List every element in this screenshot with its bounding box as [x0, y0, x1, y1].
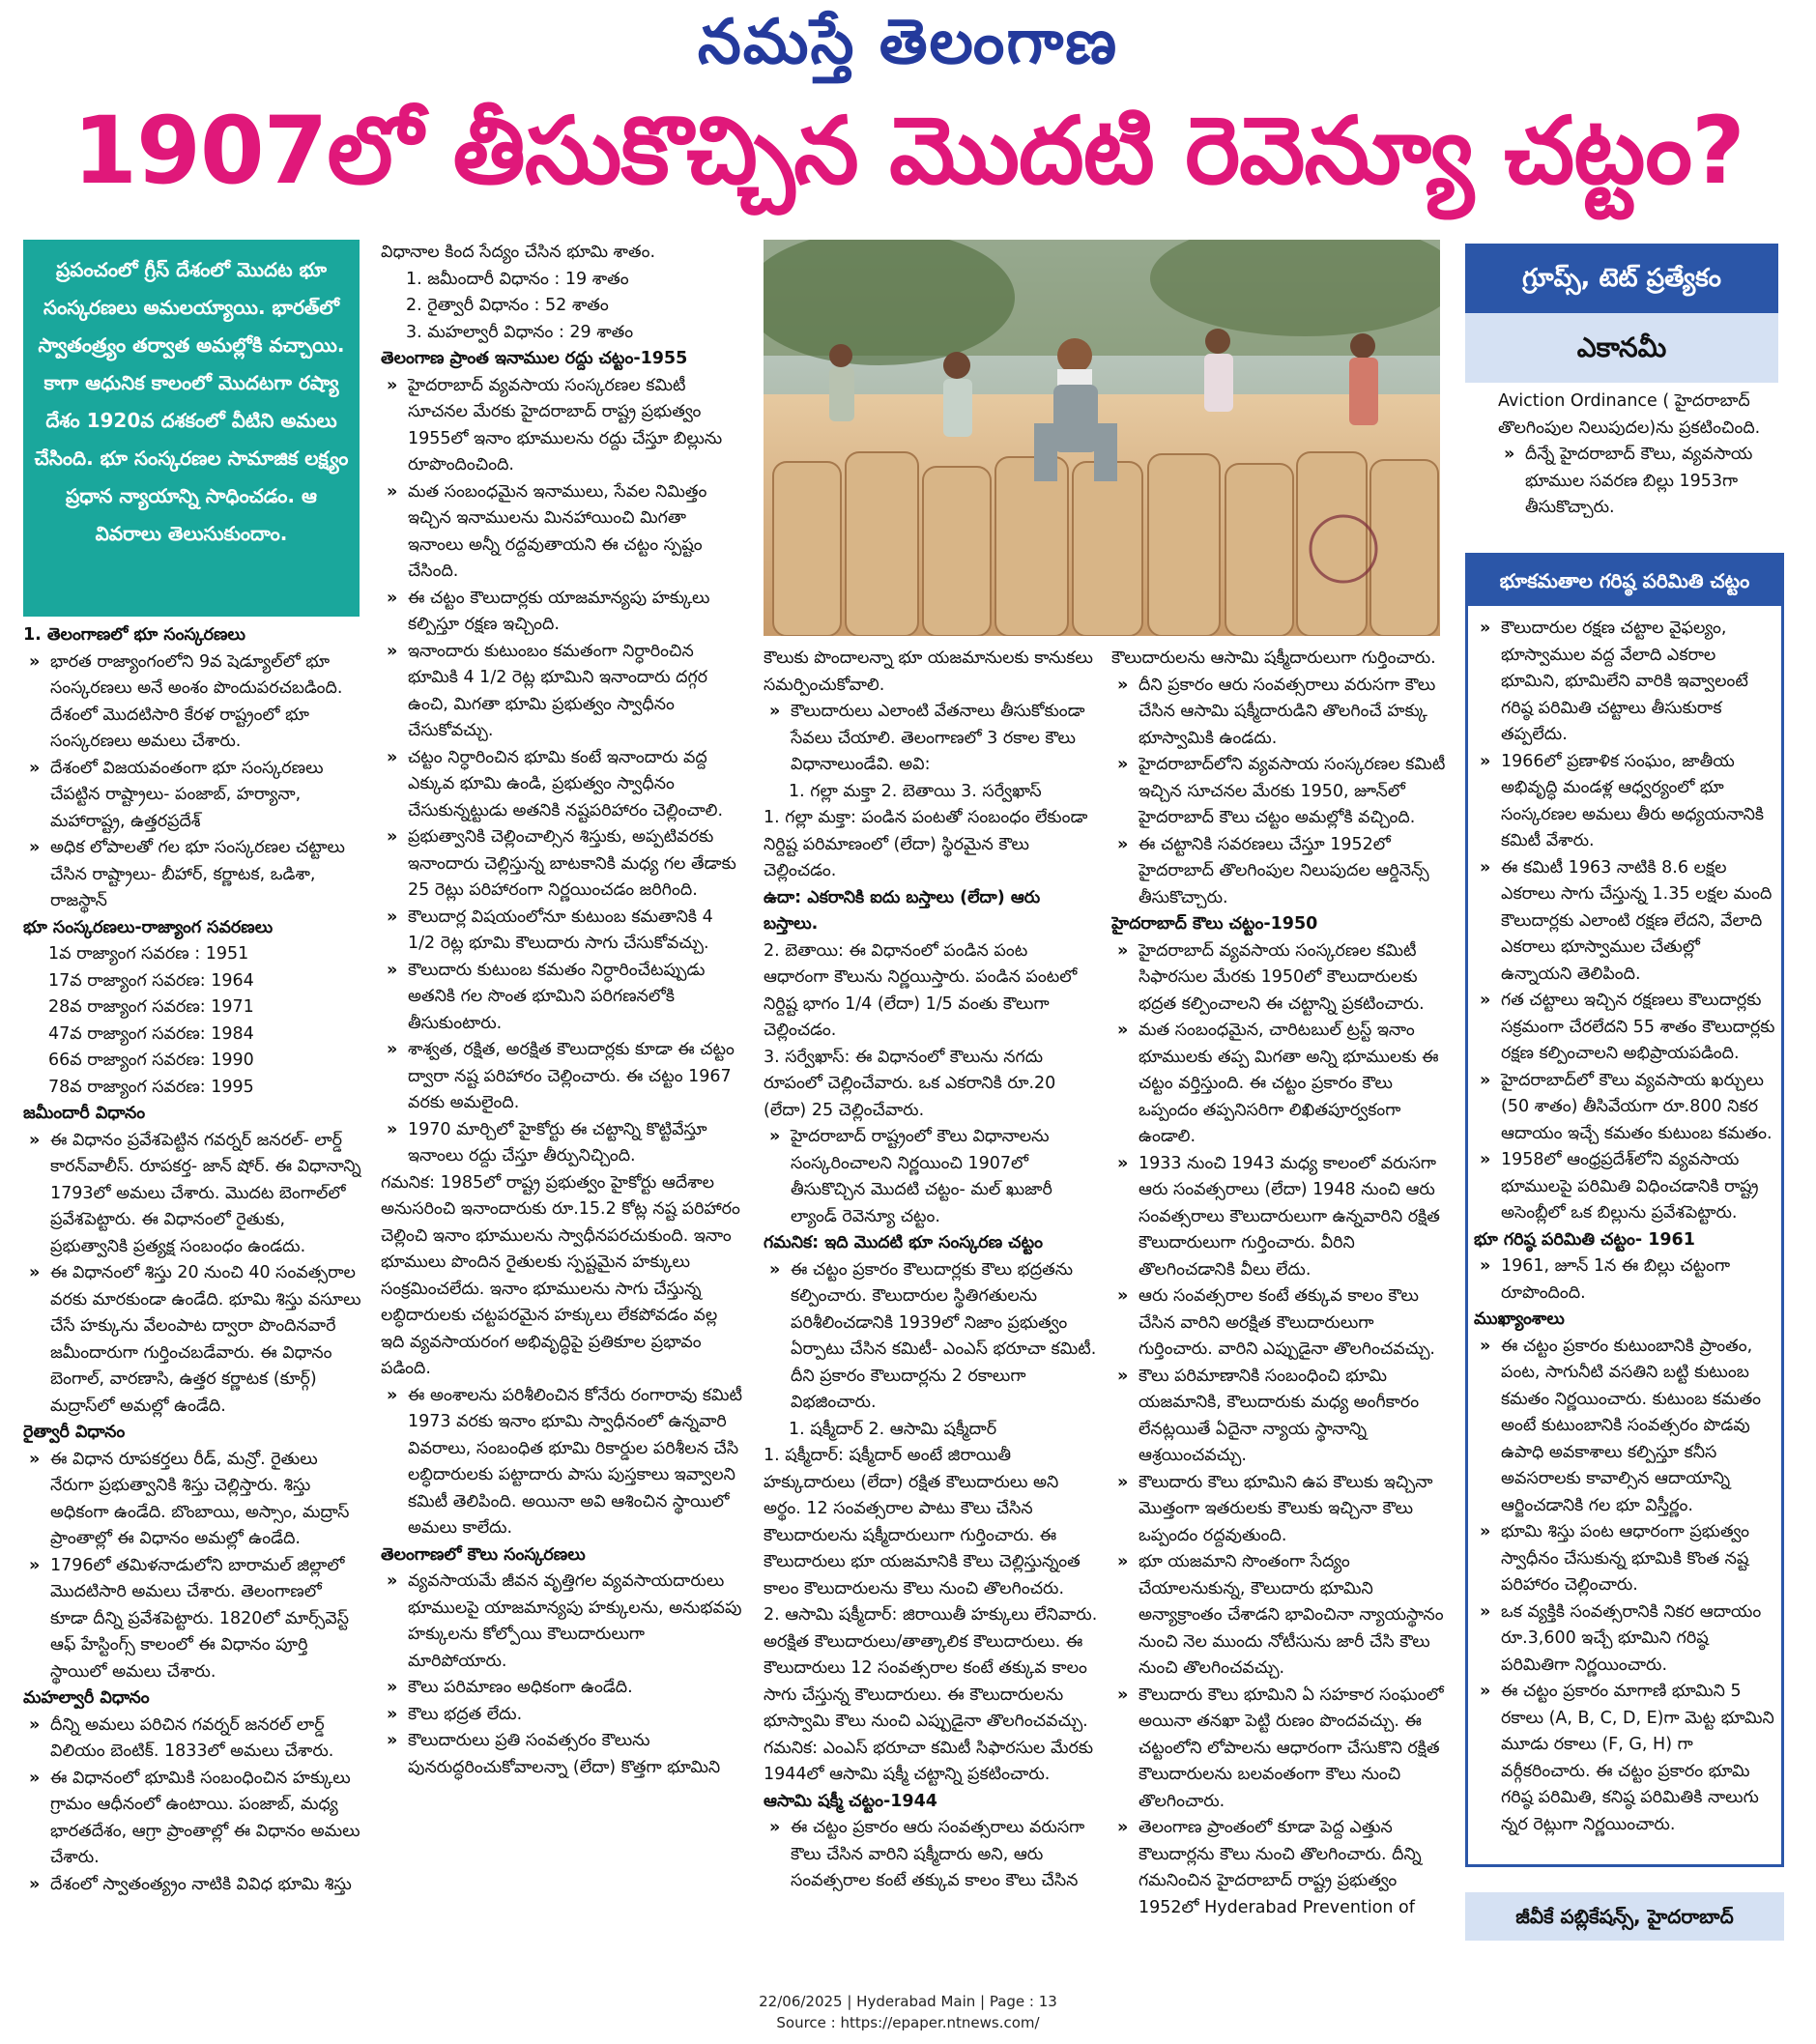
section-heading: రైత్వారీ విధానం	[23, 1423, 126, 1442]
bullet-paragraph: » శాశ్వత, రక్షిత, అరక్షిత కౌలుదార్లకు కూడా ఈ చట్టం ద్వారా నష్ట పరిహారం చెల్లించారు. ఈ చట్టం 1967 వరకు అమలైంది.	[381, 1037, 744, 1117]
list-item: 1. గల్లా మక్తా 2. బెతాయి 3. సర్వేఖాస్	[789, 781, 1042, 801]
sidebar-top-text	[1498, 389, 1784, 543]
bullet-paragraph: » గత చట్టాలు ఇచ్చిన రక్షణలు కౌలుదార్లకు సక్రమంగా చేరలేదని 55 శాతం కౌలుదార్లకు రక్షణ కల్పించాలని అభిప్రాయపడింది.	[1474, 988, 1775, 1068]
paragraph: 2. ఆసామి షక్మీదార్: జిరాయితీ హక్కులు లేనివారు. అరక్షిత కౌలుదారులు/తాత్కాలిక కౌలుదారులు. ఈ కౌలుదారులు 12 సంవత్సరాల కంటే తక్కువ కాలం సాగు చేస్తున్న కౌలుదారులు. ఈ కౌలుదారులను భూస్వామి కౌలు నుంచి ఎప్పుడైనా తొలగించవచ్చు.	[764, 1605, 1098, 1731]
bullet-paragraph: » కౌలుదారు కుటుంబ కమతం నిర్ధారించేటప్పుడు అతనికి గల సొంత భూమిని పరిగణనలోకి తీసుకుంటారు.	[381, 958, 744, 1038]
bullet-paragraph: » 1958లో ఆంధ్రప్రదేశ్‌లోని వ్యవసాయ భూములపై పరిమితి విధించడానికి రాష్ట్ర అసెంబ్లీలో ఒక బిల్లును ప్రవేశపెట్టారు.	[1474, 1147, 1775, 1227]
bullet-paragraph: » దీన్నే హైదరాబాద్ కౌలు, వ్యవసాయ భూముల సవరణ బిల్లు 1953గా తీసుకొచ్చారు.	[1498, 442, 1784, 522]
subject-tag: ఎకానమీ	[1465, 313, 1778, 383]
section-heading: తెలంగాణ ప్రాంత ఇనాముల రద్దు చట్టం-1955	[381, 349, 688, 368]
photo-farmers-sacks	[764, 240, 1440, 636]
bullet-paragraph: » తెలంగాణ ప్రాంతంలో కూడా పెద్ద ఎత్తున కౌలుదార్లను కౌలు నుంచి తొలగించారు. దీన్ని గమనించిన హైదరాబాద్ రాష్ట్ర ప్రభుత్వం 1952లో Hyderabad Prevention of	[1111, 1815, 1448, 1921]
paragraph: కౌలుదారులను ఆసామి షక్మీదారులుగా గుర్తించారు.	[1111, 648, 1436, 668]
footer-source-link[interactable]: Source : https://epaper.ntnews.com/	[776, 2014, 1040, 2031]
paragraph: కౌలుకు పొందాలన్నా భూ యజమానులకు కానుకలు సమర్పించుకోవాలి.	[764, 648, 1093, 695]
bullet-paragraph: » భూ యజమాని సొంతంగా సేద్యం చేయాలనుకున్న, కౌలుదారు భూమిని అన్యాక్రాంతం చేశాడని భావించినా న్యాయస్థానం నుంచి నెల ముందు నోటీసును జారీ చేసి కౌలు నుంచి తొలగించవచ్చు.	[1111, 1549, 1448, 1683]
amendment-item: 78వ రాజ్యాంగ సవరణ: 1995	[48, 1077, 254, 1097]
bullet-paragraph: » అధిక లోపాలతో గల భూ సంస్కరణల చట్టాలు చేసిన రాష్ట్రాలు- బీహార్, కర్ణాటక, ఒడిశా, రాజస్థాన్	[23, 835, 361, 915]
bullet-paragraph: » ఈ చట్టం ప్రకారం మాగాణి భూమిని 5 రకాలు (A, B, C, D, E)గా మెట్ట భూమిని మూడు రకాలు (F, G, H) గా వర్గీకరించారు. ఈ చట్టం ప్రకారం భూమి గరిష్ఠ పరిమితి, కనిష్ఠ పరిమితికి నాలుగు న్నర రెట్లుగా నిర్ణయించారు.	[1474, 1679, 1775, 1838]
bullet-paragraph: » కౌలుదారులు ఎలాంటి వేతనాలు తీసుకోకుండా సేవలు చేయాలి. తెలంగాణలో 3 రకాల కౌలు విధానాలుండేవి. అవి:	[764, 699, 1098, 779]
bullet-paragraph: » ఈ చట్టం ప్రకారం ఆరు సంవత్సరాలు వరుసగా కౌలు చేసిన వారిని షక్మీదారు అని, ఆరు సంవత్సరాల కంటే తక్కువ కాలం కౌలు చేసిన	[764, 1815, 1098, 1895]
bullet-paragraph: » ఈ అంశాలను పరిశీలించిన కోనేరు రంగారావు కమిటీ 1973 వరకు ఇనాం భూమి స్వాధీనంలో ఉన్నవారి వివరాలు, సంబంధిత భూమి రికార్డుల పరిశీలన చేసి లబ్ధిదారులకు పట్టాదారు పాసు పుస్తకాలు ఇవ్వాలని కమిటీ తెలిపింది. అయినా అవి ఆశించిన స్థాయిలో అమలు కాలేదు.	[381, 1383, 744, 1542]
bullet-paragraph: » ఈ చట్టానికి సవరణలు చేస్తూ 1952లో హైదరాబాద్ తొలగింపుల నిలుపుదల ఆర్డినెన్స్ తీసుకొచ్చారు.	[1111, 832, 1448, 912]
paragraph: 1. గల్లా మక్తా: పండిన పంటతో సంబంధం లేకుండా నిర్దిష్ట పరిమాణంలో (లేదా) స్థిరమైన కౌలు చెల్లించడం.	[764, 808, 1088, 880]
paragraph: 2. బెతాయి: ఈ విధానంలో పండిన పంట ఆధారంగా కౌలును నిర్ణయిస్తారు. పండిన పంటలో నిర్దిష్ట భాగం 1/4 (లేదా) 1/5 వంతు కౌలుగా చెల్లించడం.	[764, 940, 1078, 1040]
bullet-paragraph: » భారత రాజ్యాంగంలోని 9వ షెడ్యూల్‌లో భూ సంస్కరణలు అనే అంశం పొందుపరచబడింది. దేశంలో మొదటిసారి కేరళ రాష్ట్రంలో భూ సంస్కరణలు అమలు చేశారు.	[23, 649, 361, 756]
bullet-paragraph: » ఈ చట్టం కౌలుదార్లకు యాజమాన్యపు హక్కులు కల్పిస్తూ రక్షణ ఇచ్చింది.	[381, 586, 744, 639]
amendment-item: 47వ రాజ్యాంగ సవరణ: 1984	[48, 1023, 254, 1044]
list-item: 1. షక్మీదార్ 2. ఆసామి షక్మీదార్	[789, 1419, 997, 1439]
bullet-paragraph: » కౌలుదారులు ప్రతి సంవత్సరం కౌలును పునరుద్ధరించుకోవాలన్నా (లేదా) కొత్తగా భూమిని	[381, 1728, 744, 1781]
list-item: 2. రైత్వారీ విధానం : 52 శాతం	[406, 296, 609, 315]
bullet-paragraph: » హైదరాబాద్ రాష్ట్రంలో కౌలు విధానాలను సంస్కరించాలని నిర్ణయించి 1907లో తీసుకొచ్చిన మొదటి చట్టం- మల్ ఖుజారీ ల్యాండ్ రెవెన్యూ చట్టం.	[764, 1124, 1098, 1230]
paragraph: విధానాల కింద సేద్యం చేసిన భూమి శాతం.	[381, 243, 656, 262]
column-3	[764, 646, 1098, 1946]
column-1	[23, 622, 361, 1946]
note-line: గమనిక: ఇది మొదటి భూ సంస్కరణ చట్టం	[764, 1233, 1043, 1252]
bullet-paragraph: » దేశంలో విజయవంతంగా భూ సంస్కరణలు చేపట్టిన రాష్ట్రాలు- పంజాబ్, హర్యానా, మహారాష్ట్ర, ఉత్తరప్రదేశ్	[23, 756, 361, 836]
list-item: 1. జమీందారీ విధానం : 19 శాతం	[406, 269, 629, 289]
section-heading: తెలంగాణలో కౌలు సంస్కరణలు	[381, 1544, 586, 1565]
section-heading: ముఖ్యాంశాలు	[1474, 1310, 1565, 1329]
bullet-paragraph: » కౌలుదారు కౌలు భూమిని ఏ సహకార సంఘంలో అయినా తనఖా పెట్టి రుణం పొందవచ్చు. ఈ చట్టంలోని లోపాలను ఆధారంగా చేసుకొని రక్షిత కౌలుదారులను బలవంతంగా కౌలు నుంచి తొలగించారు.	[1111, 1683, 1448, 1816]
column-4	[1111, 646, 1448, 1946]
bullet-paragraph: » కౌలు భద్రత లేదు.	[381, 1702, 744, 1729]
section-heading: జమీందారీ విధానం	[23, 1104, 146, 1123]
headline: 1907లో తీసుకొచ్చిన మొదటి రెవెన్యూ చట్టం?	[72, 97, 1744, 205]
series-tag: గ్రూప్స్, టెట్ ప్రత్యేకం	[1465, 244, 1778, 313]
page-footer	[0, 1991, 1816, 2033]
photo-illustration	[764, 240, 1440, 636]
note-paragraph: గమనిక: ఎంఎస్ భరూచా కమిటీ సిఫారసుల మేరకు 1944లో ఆసామి షక్మీ చట్టాన్ని ప్రకటించారు.	[764, 1738, 1094, 1784]
bullet-paragraph: » దీన్ని అమలు పరిచిన గవర్నర్ జనరల్ లార్డ్ విలియం బెంటిక్. 1833లో అమలు చేశారు.	[23, 1713, 361, 1766]
bullet-paragraph: » 1796లో తమిళనాడులోని బారామల్ జిల్లాలో మొదటిసారి అమలు చేశారు. తెలంగాణలో కూడా దీన్ని ప్రవేశపెట్టారు. 1820లో మార్స్‌వెస్ట్ ఆఫ్ హేస్టింగ్స్ కాలంలో ఈ విధానం పూర్తి స్థాయిలో అమలు చేశారు.	[23, 1553, 361, 1686]
bullet-paragraph: » ఈ చట్టం ప్రకారం కుటుంబానికి ప్రాంతం, పంట, సాగునీటి వసతిని బట్టి కుటుంబ కమతం నిర్ణయించారు. కుటుంబ కమతం అంటే కుటుంబానికి సంవత్సరం పొడవు ఉపాధి అవకాశాలు కల్పిస్తూ కనీస అవసరాలకు కావాల్సిన ఆదాయాన్ని ఆర్జించడానికి గల భూ విస్తీర్ణం.	[1474, 1334, 1775, 1520]
bullet-paragraph: » కౌలుదార్ల విషయంలోనూ కుటుంబ కమతానికి 4 1/2 రెట్ల భూమి కౌలుదారు సాగు చేసుకోవచ్చు.	[381, 905, 744, 958]
amendment-item: 17వ రాజ్యాంగ సవరణ: 1964	[48, 970, 254, 991]
section-heading: భూ గరిష్ఠ పరిమితి చట్టం- 1961	[1474, 1229, 1695, 1250]
paragraph: Aviction Ordinance ( హైదరాబాద్ తొలగింపుల నిలుపుదల)ను ప్రకటించింది.	[1498, 391, 1761, 438]
bullet-paragraph: » ఈ విధాన రూపకర్తలు రీడ్, మన్రో. రైతులు నేరుగా ప్రభుత్వానికి శిస్తు చెల్లిస్తారు. శిస్తు అధికంగా ఉండేది. బొంబాయి, అస్సాం, మద్రాస్ ప్రాంతాల్లో ఈ విధానం అమల్లో ఉండేది.	[23, 1447, 361, 1553]
paragraph: 3. సర్వేఖాస్: ఈ విధానంలో కౌలును నగదు రూపంలో చెల్లించేవారు. ఒక ఎకరానికి రూ.20 (లేదా) 25 చెల్లించేవారు.	[764, 1047, 1056, 1120]
box-title: భూకమతాల గరిష్ఠ పరిమితి చట్టం	[1468, 556, 1781, 606]
bullet-paragraph: » కౌలుదారు కౌలు భూమిని ఉప కౌలుకు ఇచ్చినా మొత్తంగా ఇతరులకు కౌలుకు ఇచ్చినా కౌలు ఒప్పందం రద్దవుతుంది.	[1111, 1470, 1448, 1550]
bullet-paragraph: » మత సంబంధమైన, చారిటబుల్ ట్రస్ట్ ఇనాం భూములకు తప్ప మిగతా అన్ని భూములకు ఈ చట్టం వర్తిస్తుంది. ఈ చట్టం ప్రకారం కౌలు ఒప్పందం తప్పనిసరిగా లిఖితపూర్వకంగా ఉండాలి.	[1111, 1018, 1448, 1151]
bullet-paragraph: » భూమి శిస్తు పంట ఆధారంగా ప్రభుత్వం స్వాధీనం చేసుకున్న భూమికి కొంత నష్ట పరిహారం చెల్లించారు.	[1474, 1519, 1775, 1599]
bullet-paragraph: » మత సంబంధమైన ఇనాములు, సేవల నిమిత్తం ఇచ్చిన ఇనాములను మినహాయించి మిగతా ఇనాంలు అన్నీ రద్దవుతాయని ఈ చట్టం స్పష్టం చేసింది.	[381, 479, 744, 586]
bullet-paragraph: » కౌలు పరిమాణానికి సంబంధించి భూమి యజమానికి, కౌలుదారుకు మధ్య అంగీకారం లేనట్లయితే ఏదైనా న్యాయ స్థానాన్ని ఆశ్రయించవచ్చు.	[1111, 1364, 1448, 1470]
bullet-paragraph: » ఆరు సంవత్సరాల కంటే తక్కువ కాలం కౌలు చేసిన వారిని అరక్షిత కౌలుదారులుగా గుర్తించారు. వారిని ఎప్పుడైనా తొలగించవచ్చు.	[1111, 1283, 1448, 1364]
bullet-paragraph: » ఈ చట్టం ప్రకారం కౌలుదార్లకు కౌలు భద్రతను కల్పించారు. కౌలుదారుల స్థితిగతులను పరిశీలించడానికి 1939లో నిజాం ప్రభుత్వం ఏర్పాటు చేసిన కమిటీ- ఎంఎస్ భరూచా కమిటీ. దీని ప్రకారం కౌలుదార్లను 2 రకాలుగా విభజించారు.	[764, 1257, 1098, 1417]
section-heading: హైదరాబాద్ కౌలు చట్టం-1950	[1111, 914, 1318, 934]
amendment-item: 28వ రాజ్యాంగ సవరణ: 1971	[48, 997, 254, 1017]
bullet-paragraph: » వ్యవసాయమే జీవన వృత్తిగల వ్యవసాయదారులు భూములపై యాజమాన్యపు హక్కులను, అనుభవపు హక్కులను కోల్పోయి కౌలుదారులుగా మారిపోయారు.	[381, 1569, 744, 1675]
bullet-paragraph: » కౌలు పరిమాణం అధికంగా ఉండేది.	[381, 1675, 744, 1702]
example-line: ఉదా: ఎకరానికి ఐదు బస్తాలు (లేదా) ఆరు బస్తాలు.	[764, 887, 1041, 934]
amendment-item: 1వ రాజ్యాంగ సవరణ : 1951	[48, 944, 249, 964]
bullet-paragraph: » ఈ విధానంలో భూమికి సంబంధించిన హక్కులు గ్రామం ఆధీనంలో ఉంటాయి. పంజాబ్, మధ్య భారతదేశం, ఆగ్రా ప్రాంతాల్లో ఈ విధానం అమలు చేశారు.	[23, 1766, 361, 1872]
bullet-paragraph: » హైదరాబాద్‌లోని వ్యవసాయ సంస్కరణల కమిటీ ఇచ్చిన సూచనల మేరకు 1950, జూన్‌లో హైదరాబాద్ కౌలు చట్టం అమల్లోకి వచ్చింది.	[1111, 752, 1448, 832]
bullet-paragraph: » హైదరాబాద్ వ్యవసాయ సంస్కరణల కమిటీ సూచనల మేరకు హైదరాబాద్ రాష్ట్ర ప్రభుత్వం 1955లో ఇనాం భూములను రద్దు చేస్తూ బిల్లును రూపొందించింది.	[381, 373, 744, 479]
section-heading: 1. తెలంగాణలో భూ సంస్కరణలు	[23, 625, 245, 645]
column-2	[381, 240, 744, 1950]
ceiling-act-box	[1465, 553, 1784, 1867]
bullet-paragraph: » చట్టం నిర్ధారించిన భూమి కంటే ఇనాందారు వద్ద ఎక్కువ భూమి ఉండి, ప్రభుత్వం స్వాధీనం చేసుకున్నట్టుడు అతనికి నష్టపరిహారం చెల్లించాలి.	[381, 745, 744, 825]
bullet-paragraph: » ఈ విధానం ప్రవేశపెట్టిన గవర్నర్ జనరల్- లార్డ్ కారన్‌వాలీస్. రూపకర్త- జాన్ షోర్. ఈ విధానాన్ని 1793లో అమలు చేశారు. మొదట బెంగాల్‌లో ప్రవేశపెట్టారు. ఈ విధానంలో రైతుకు, ప్రభుత్వానికి ప్రత్యక్ష సంబంధం ఉండదు.	[23, 1128, 361, 1261]
note-paragraph: గమనిక: 1985లో రాష్ట్ర ప్రభుత్వం హైకోర్టు ఆదేశాల అనుసరించి ఇనాందారుకు రూ.15.2 కోట్ల నష్ట పరిహారం చెల్లించి ఇనాం భూములను స్వాధీనపరచుకుంది. ఇనాం భూములు పొందిన రైతులకు స్పష్టమైన హక్కులు సంక్రమించలేదు. ఇనాం భూములను సాగు చేస్తున్న లబ్ధిదారులకు చట్టపరమైన హక్కులు లేకపోవడం వల్ల ఇది వ్యవసాయరంగ అభివృద్ధిపై ప్రతికూల ప్రభావం పడింది.	[381, 1172, 740, 1378]
masthead-logo: నమస్తే తెలంగాణ	[697, 6, 1119, 78]
bullet-paragraph: » దేశంలో స్వాతంత్య్రం నాటికి వివిధ భూమి శిస్తు	[23, 1872, 361, 1899]
bullet-paragraph: » ఈ కమిటీ 1963 నాటికి 8.6 లక్షల ఎకరాలు సాగు చేస్తున్న 1.35 లక్షల మంది కౌలుదార్లకు ఎలాంటి రక్షణ లేదని, వేలాది ఎకరాలు భూస్వాముల చేతుల్లో ఉన్నాయని తెలిపింది.	[1474, 855, 1775, 989]
bullet-paragraph: » 1933 నుంచి 1943 మధ్య కాలంలో వరుసగా ఆరు సంవత్సరాలు (లేదా) 1948 నుంచి ఆరు సంవత్సరాలు కౌలుదారులుగా ఉన్నవారిని రక్షిత కౌలుదారులుగా గుర్తించారు. వీరిని తొలగించడానికి వీలు లేదు.	[1111, 1151, 1448, 1284]
section-heading: భూ సంస్కరణలు-రాజ్యాంగ సవరణలు	[23, 917, 274, 937]
bullet-paragraph: » హైదరాబాద్ వ్యవసాయ సంస్కరణల కమిటీ సిఫారసుల మేరకు 1950లో కౌలుదారులకు భద్రత కల్పించాలని ఈ చట్టాన్ని ప్రకటించారు.	[1111, 938, 1448, 1019]
intro-box: ప్రపంచంలో గ్రీస్ దేశంలో మొదట భూ సంస్కరణలు అమలయ్యాయి. భారత్‌లో స్వాతంత్ర్యం తర్వాత అమల్లోకి వచ్చాయి. కాగా ఆధునిక కాలంలో మొదటగా రష్యా దేశం 1920వ దశకంలో వీటిని అమలు చేసింది. భూ సంస్కరణల సామాజిక లక్ష్యం ప్రధాన న్యాయాన్ని సాధించడం. ఆ వివరాలు తెలుసుకుందాం.	[23, 240, 360, 617]
bullet-paragraph: » ఒక వ్యక్తికి సంవత్సరానికి నికర ఆదాయం రూ.3,600 ఇచ్చే భూమిని గరిష్ఠ పరిమితిగా నిర్ణయించారు.	[1474, 1599, 1775, 1680]
bullet-paragraph: » ప్రభుత్వానికి చెల్లించాల్సిన శిస్తుకు, అప్పటివరకు ఇనాందారు చెల్లిస్తున్న బాటకానికి మధ్య గల తేడాకు 25 రెట్లు పరిహారంగా నిర్ణయించడం జరిగింది.	[381, 824, 744, 905]
box-body	[1468, 606, 1781, 1862]
bullet-paragraph: » ఇనాందారు కుటుంబం కమతంగా నిర్ధారించిన భూమికి 4 1/2 రెట్ల భూమిని ఇనాందారు దగ్గర ఉంచి, మిగతా భూమి ప్రభుత్వం స్వాధీనం చేసుకోవచ్చు.	[381, 639, 744, 745]
bullet-paragraph: » కౌలుదారుల రక్షణ చట్టాల వైఫల్యం, భూస్వాముల వద్ద వేలాది ఎకరాల భూమిని, భూమిలేని వారికి ఇవ్వాలంటే గరిష్ఠ పరిమితి చట్టాలు తీసుకురాక తప్పలేదు.	[1474, 616, 1775, 749]
bullet-paragraph: » ఈ విధానంలో శిస్తు 20 నుంచి 40 సంవత్సరాల వరకు మారకుండా ఉండేది. భూమి శిస్తు వసూలు చేసే హక్కును వేలంపాట ద్వారా పొందినవారే జమీందారుగా గుర్తించబడేవారు. ఈ విధానం బెంగాల్, వారణాసి, ఉత్తర కర్ణాటక (కూర్గ్) మద్రాస్‌లో అమల్లో ఉండేది.	[23, 1260, 361, 1420]
publisher-credit: జీవీకే పబ్లికేషన్స్, హైదరాబాద్	[1465, 1892, 1784, 1941]
bullet-paragraph: » హైదరాబాద్‌లో కౌలు వ్యవసాయ ఖర్చులు (50 శాతం) తీసివేయగా రూ.800 నికర ఆదాయం ఇచ్చే కమతం కుటుంబ కమతం.	[1474, 1068, 1775, 1148]
bullet-paragraph: » దీని ప్రకారం ఆరు సంవత్సరాలు వరుసగా కౌలు చేసిన ఆసామి షక్మీదారుడిని తొలగించే హక్కు భూస్వామికి ఉండదు.	[1111, 673, 1448, 753]
section-heading: ఆసామి షక్మీ చట్టం-1944	[764, 1791, 937, 1811]
list-item: 3. మహల్వారీ విధానం : 29 శాతం	[406, 322, 634, 342]
bullet-paragraph: » 1961, జూన్ 1న ఈ బిల్లు చట్టంగా రూపొందింది.	[1474, 1253, 1775, 1307]
section-heading: మహల్వారీ విధానం	[23, 1688, 150, 1708]
bullet-paragraph: » 1970 మార్చిలో హైకోర్టు ఈ చట్టాన్ని కొట్టివేస్తూ ఇనాంలు రద్దు చేస్తూ తీర్పునిచ్చింది.	[381, 1117, 744, 1170]
bullet-paragraph: » 1966లో ప్రణాళిక సంఘం, జాతీయ అభివృద్ధి మండళ్ల ఆధ్వర్యంలో భూ సంస్కరణల అమలు తీరు అధ్యయనానికి కమిటీ వేశారు.	[1474, 749, 1775, 855]
paragraph: 1. షక్మీదార్: షక్మీదార్ అంటే జిరాయితీ హక్కుదారులు (లేదా) రక్షిత కౌలుదారులు అని అర్థం. 12 సంవత్సరాల పాటు కౌలు చేసిన కౌలుదారులను షక్మీదారులుగా గుర్తించారు. ఈ కౌలుదారులు భూ యజమానికి కౌలు చెల్లిస్తున్నంత కాలం కౌలుదారులను కౌలు నుంచి తొలగించరు.	[764, 1446, 1081, 1598]
amendment-item: 66వ రాజ్యాంగ సవరణ: 1990	[48, 1051, 254, 1070]
footer-date-line: 22/06/2025 | Hyderabad Main | Page : 13	[759, 1993, 1057, 2010]
